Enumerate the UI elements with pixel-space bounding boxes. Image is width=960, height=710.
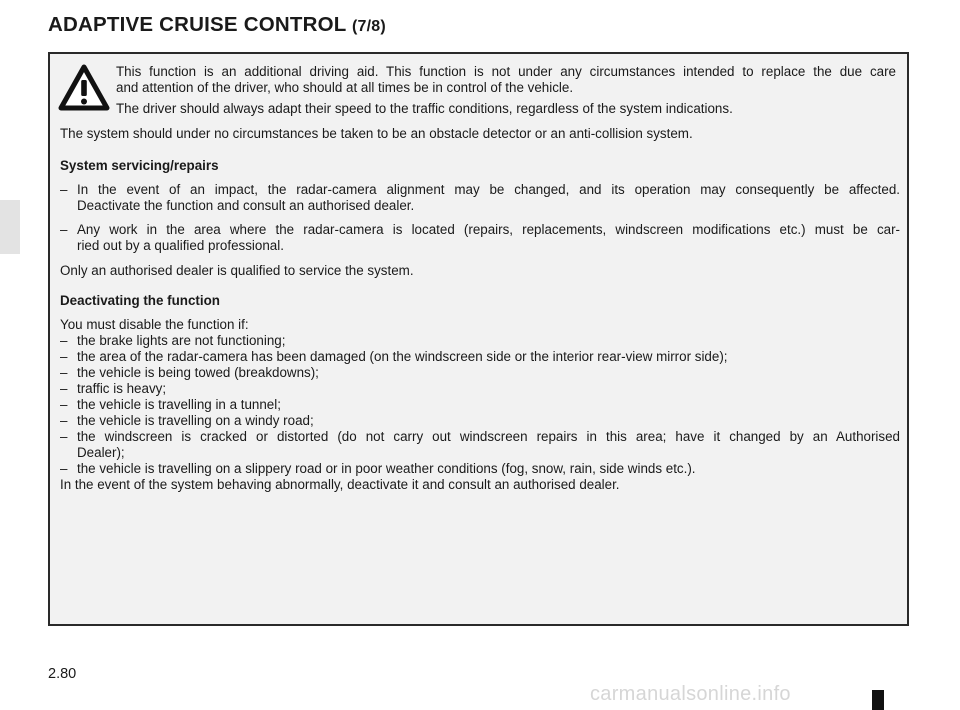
page-number: 2.80 [48, 666, 77, 682]
title-page-ref: (7/8) [351, 18, 386, 35]
list-dash: – [60, 413, 68, 428]
deactivating-item-continuation: Dealer); [77, 445, 125, 460]
warning-paragraph-3: The system should under no circumstances be taken to be an obstacle detector or an anti-collision system. [60, 126, 693, 141]
servicing-item-2-line-2: ried out by a qualified professional. [77, 238, 284, 253]
watermark: carmanualsonline.info [590, 683, 791, 705]
list-dash: – [60, 429, 68, 444]
list-dash: – [60, 182, 68, 197]
list-dash: – [60, 461, 68, 476]
deactivating-item: the brake lights are not functioning; [77, 333, 286, 348]
deactivating-item: the vehicle is travelling on a slippery road or in poor weather conditions (fog, snow, rain, side winds etc.). [77, 461, 696, 476]
servicing-item-2-line-1: Any work in the area where the radar-camera is located (repairs, replacements, windscreen modifications etc.) must be car- [77, 222, 900, 237]
title-text: ADAPTIVE CRUISE CONTROL [48, 13, 347, 36]
deactivating-item: the area of the radar-camera has been damaged (on the windscreen side or the interior rear-view mirror side); [77, 349, 728, 364]
deactivating-intro: You must disable the function if: [60, 317, 249, 332]
deactivating-item: traffic is heavy; [77, 381, 167, 396]
warning-triangle-icon [58, 64, 110, 112]
deactivating-item: the vehicle is travelling in a tunnel; [77, 397, 281, 412]
warning-paragraph-2: The driver should always adapt their speed to the traffic conditions, regardless of the system indications. [116, 101, 733, 116]
deactivating-closing: In the event of the system behaving abnormally, deactivate it and consult an authorised dealer. [60, 477, 620, 492]
servicing-item-1-line-1: In the event of an impact, the radar-camera alignment may be changed, and its operation may consequently be affected. [77, 182, 900, 197]
list-dash: – [60, 365, 68, 380]
page-edge-marker [872, 690, 884, 710]
list-dash: – [60, 381, 68, 396]
deactivating-item: the vehicle is being towed (breakdowns); [77, 365, 319, 380]
page-title [48, 13, 386, 37]
warning-line-1: This function is an additional driving aid. This function is not under any circumstances intended to replace the due care [116, 64, 896, 79]
deactivating-item: the windscreen is cracked or distorted (do not carry out windscreen repairs in this area; have it changed by an Authorised [77, 429, 900, 444]
chapter-tab-marker [0, 200, 20, 254]
list-dash: – [60, 397, 68, 412]
list-dash: – [60, 349, 68, 364]
warning-line-2: and attention of the driver, who should at all times be in control of the vehicle. [116, 80, 574, 95]
servicing-item-1-line-2: Deactivate the function and consult an authorised dealer. [77, 198, 415, 213]
list-dash: – [60, 222, 68, 237]
servicing-note: Only an authorised dealer is qualified to service the system. [60, 263, 414, 278]
deactivating-item: the vehicle is travelling on a windy road; [77, 413, 314, 428]
deactivating-heading: Deactivating the function [60, 293, 220, 308]
list-dash: – [60, 333, 68, 348]
servicing-heading: System servicing/repairs [60, 158, 219, 173]
warning-box [48, 52, 909, 626]
